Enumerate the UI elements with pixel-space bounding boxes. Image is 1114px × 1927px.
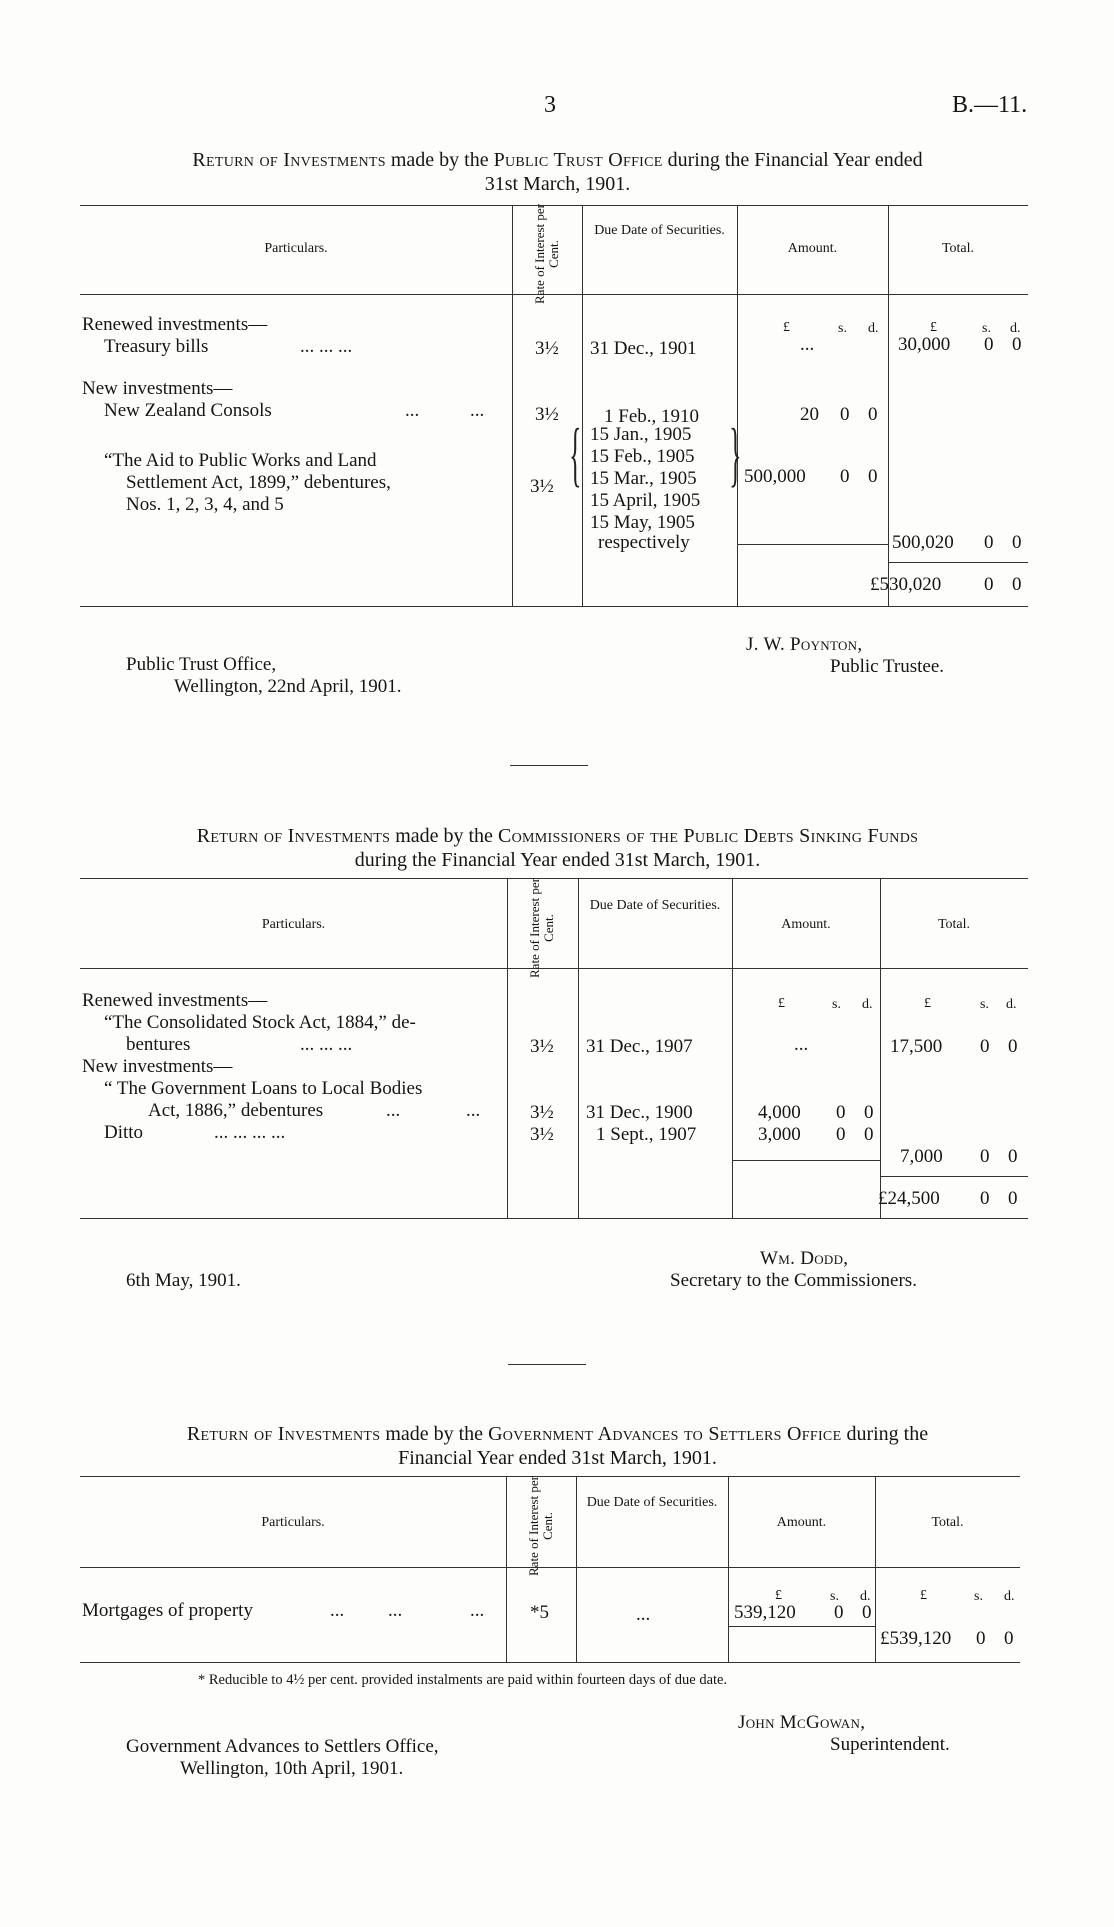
section3-signer-title: Superintendent. <box>830 1734 950 1755</box>
amount-s-value: 0 <box>834 1602 844 1623</box>
grand-total-s-value: 0 <box>980 1188 990 1209</box>
leader-dots: ... ... ... ... <box>214 1122 286 1143</box>
section3-title: Return of Investments made by the Government Advances to Settlers Office during the Financial Year ended 31st March, 1901. <box>186 1423 929 1469</box>
due-date-value: 15 Feb., 1905 <box>590 446 695 467</box>
footnote: * Reducible to 4½ per cent. provided instalments are paid within fourteen days of due date. <box>198 1672 728 1688</box>
leader-dots: ... ... ... <box>300 336 353 357</box>
section3-place: Government Advances to Settlers Office, <box>126 1736 439 1757</box>
subtotal-value: 500,020 <box>892 532 954 553</box>
amount-s-unit: s. <box>838 321 847 336</box>
section-divider <box>508 1364 586 1365</box>
section1-signer: J. W. Poynton, <box>746 634 863 655</box>
due-date-value: 1 Sept., 1907 <box>596 1124 697 1145</box>
total-pound-unit: £ <box>924 996 931 1011</box>
header-amount: Amount. <box>776 1515 827 1530</box>
row-label-consolidated-line2: bentures <box>126 1034 191 1055</box>
amount-d-unit: d. <box>862 997 873 1012</box>
total-d-value: 0 <box>1012 334 1022 355</box>
grand-total-d-value: 0 <box>1012 574 1022 595</box>
total-d-value: 0 <box>1008 1036 1018 1057</box>
amount-value: 500,000 <box>744 466 806 487</box>
row-label-consols: New Zealand Consols <box>104 400 272 421</box>
header-particulars: Particulars. <box>261 917 326 932</box>
leader-dots: ... <box>470 400 485 421</box>
amount-value: ... <box>800 334 815 355</box>
row-label-renewed: Renewed investments— <box>82 314 268 335</box>
section1-signer-title: Public Trustee. <box>830 656 945 677</box>
due-date-value: 15 Jan., 1905 <box>590 424 692 445</box>
grand-total-d-value: 0 <box>1008 1188 1018 1209</box>
rate-value: 3½ <box>530 1102 554 1123</box>
total-pound-unit: £ <box>920 1588 927 1603</box>
total-value: 30,000 <box>898 334 951 355</box>
amount-s-value: 0 <box>840 466 850 487</box>
row-label-consolidated-line1: “The Consolidated Stock Act, 1884,” de- <box>104 1012 416 1033</box>
header-total: Total. <box>937 917 971 932</box>
due-date-value: ... <box>636 1604 651 1625</box>
section2-date: 6th May, 1901. <box>126 1270 241 1291</box>
leader-dots: ... <box>466 1100 481 1121</box>
leader-dots: ... <box>388 1600 403 1621</box>
due-date-value: 15 Mar., 1905 <box>590 468 697 489</box>
section2-title: Return of Investments made by the Commissioners of the Public Debts Sinking Funds during the Financial Year ended 31st March, 1901. <box>196 825 919 871</box>
subtotal-value: 7,000 <box>900 1146 943 1167</box>
left-brace: { <box>569 414 582 494</box>
row-label-aid-line1: “The Aid to Public Works and Land <box>104 450 377 471</box>
grand-total-s-value: 0 <box>984 574 994 595</box>
right-brace: } <box>729 414 742 494</box>
due-date-value: 31 Dec., 1900 <box>586 1102 693 1123</box>
header-particulars: Particulars. <box>264 241 328 256</box>
amount-value: 3,000 <box>758 1124 801 1145</box>
due-date-value: 31 Dec., 1907 <box>586 1036 693 1057</box>
header-amount: Amount. <box>787 241 838 256</box>
amount-s-value: 0 <box>836 1124 846 1145</box>
amount-value: 539,120 <box>734 1602 796 1623</box>
leader-dots: ... <box>330 1600 345 1621</box>
section3-place-date: Wellington, 10th April, 1901. <box>180 1758 404 1779</box>
subtotal-d-value: 0 <box>1008 1146 1018 1167</box>
row-label-mortgages: Mortgages of property <box>82 1600 253 1621</box>
leader-dots: ... <box>386 1100 401 1121</box>
row-label-treasury: Treasury bills <box>104 336 209 357</box>
amount-d-value: 0 <box>864 1124 874 1145</box>
amount-d-unit: d. <box>868 321 879 336</box>
section1-title: Return of Investments made by the Public Trust Office during the Financial Year ended 31st March, 1901. <box>192 149 923 195</box>
grand-total-value: £530,020 <box>870 574 942 595</box>
due-date-value: 15 May, 1905 <box>590 512 695 533</box>
total-s-unit: s. <box>974 1589 983 1604</box>
total-d-unit: d. <box>1006 997 1017 1012</box>
total-s-value: 0 <box>984 334 994 355</box>
rate-value: 3½ <box>535 404 559 425</box>
amount-d-value: 0 <box>864 1102 874 1123</box>
leader-dots: ... ... ... <box>300 1034 353 1055</box>
amount-value: 20 <box>800 404 819 425</box>
total-d-unit: d. <box>1004 1589 1015 1604</box>
row-label-new: New investments— <box>82 1056 233 1077</box>
amount-s-value: 0 <box>836 1102 846 1123</box>
header-due-date: Due Date of Securities. <box>594 223 725 238</box>
amount-d-unit: d. <box>860 1589 871 1604</box>
row-label-government-line2: Act, 1886,” debentures <box>148 1100 324 1121</box>
header-due-date: Due Date of Securities. <box>589 898 721 913</box>
header-total: Total. <box>941 241 975 256</box>
subtotal-s-value: 0 <box>980 1146 990 1167</box>
section1-place-date: Wellington, 22nd April, 1901. <box>174 676 402 697</box>
total-value: 17,500 <box>890 1036 943 1057</box>
amount-value: ... <box>794 1034 809 1055</box>
grand-total-value: £24,500 <box>878 1188 940 1209</box>
amount-value: 4,000 <box>758 1102 801 1123</box>
section2-signer: Wm. Dodd, <box>760 1248 849 1269</box>
header-rate: Rate of Interest per Cent. <box>526 1476 555 1576</box>
total-s-value: 0 <box>980 1036 990 1057</box>
header-due-date: Due Date of Securities. <box>586 1495 718 1510</box>
header-particulars: Particulars. <box>261 1515 325 1530</box>
total-d-unit: d. <box>1010 321 1021 336</box>
total-value: £539,120 <box>880 1628 952 1649</box>
amount-s-unit: s. <box>830 1589 839 1604</box>
leader-dots: ... <box>405 400 420 421</box>
rate-value: 3½ <box>530 476 554 497</box>
total-s-value: 0 <box>976 1628 986 1649</box>
header-total: Total. <box>931 1515 964 1530</box>
rate-value: *5 <box>530 1602 549 1623</box>
due-date-value: 1 Feb., 1910 <box>604 406 699 427</box>
amount-s-unit: s. <box>832 997 841 1012</box>
amount-s-value: 0 <box>840 404 850 425</box>
row-label-government-line1: “ The Government Loans to Local Bodies <box>104 1078 423 1099</box>
rate-value: 3½ <box>530 1036 554 1057</box>
subtotal-s-value: 0 <box>984 532 994 553</box>
total-d-value: 0 <box>1004 1628 1014 1649</box>
rate-value: 3½ <box>535 338 559 359</box>
total-s-unit: s. <box>980 997 989 1012</box>
amount-pound-unit: £ <box>778 996 785 1011</box>
section-divider <box>510 765 588 766</box>
page-number: 3 <box>544 92 556 118</box>
due-date-note: respectively <box>598 532 690 553</box>
section3-signer: John McGowan, <box>738 1712 866 1733</box>
amount-pound-unit: £ <box>783 320 790 335</box>
amount-d-value: 0 <box>862 1602 872 1623</box>
leader-dots: ... <box>470 1600 485 1621</box>
document-reference: B.—11. <box>952 92 1028 118</box>
subtotal-d-value: 0 <box>1012 532 1022 553</box>
row-label-aid-line3: Nos. 1, 2, 3, 4, and 5 <box>126 494 284 515</box>
due-date-value: 15 April, 1905 <box>590 490 701 511</box>
due-date-value: 31 Dec., 1901 <box>590 338 697 359</box>
row-label-aid-line2: Settlement Act, 1899,” debentures, <box>126 472 391 493</box>
rate-value: 3½ <box>530 1124 554 1145</box>
amount-d-value: 0 <box>868 404 878 425</box>
header-amount: Amount. <box>781 917 831 932</box>
total-pound-unit: £ <box>930 320 937 335</box>
section1-place: Public Trust Office, <box>126 654 277 675</box>
amount-pound-unit: £ <box>775 1588 782 1603</box>
row-label-new: New investments— <box>82 378 233 399</box>
section2-signer-title: Secretary to the Commissioners. <box>670 1270 917 1291</box>
header-rate: Rate of Interest per Cent. <box>527 878 556 978</box>
total-s-unit: s. <box>982 321 991 336</box>
row-label-ditto: Ditto <box>104 1122 144 1143</box>
row-label-renewed: Renewed investments— <box>82 990 268 1011</box>
header-rate: Rate of Interest per Cent. <box>532 204 561 304</box>
amount-d-value: 0 <box>868 466 878 487</box>
